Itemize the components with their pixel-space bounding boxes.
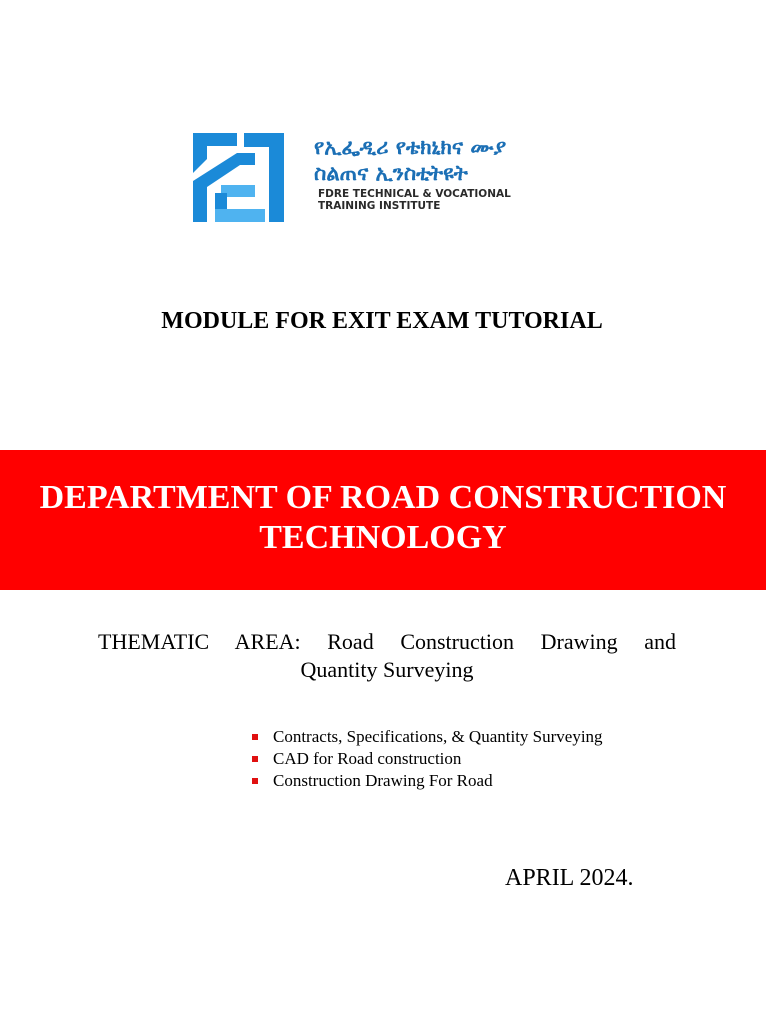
list-item	[252, 726, 603, 748]
thematic-area	[98, 628, 676, 684]
bullet-square-icon	[252, 734, 258, 740]
logo-english-line2: TRAINING INSTITUTE	[318, 200, 441, 212]
logo-english-text	[318, 188, 511, 212]
logo-english-line1: FDRE TECHNICAL & VOCATIONAL	[318, 188, 511, 200]
bullet-square-icon	[252, 778, 258, 784]
thematic-area-line1: THEMATIC AREA: Road Construction Drawing and	[98, 629, 676, 654]
logo-amharic-text	[314, 134, 506, 186]
list-item	[252, 770, 603, 792]
department-title	[0, 478, 766, 558]
topic-list	[252, 726, 603, 792]
ftvti-logo-icon	[193, 133, 284, 222]
bullet-square-icon	[252, 756, 258, 762]
publication-date: APRIL 2024.	[505, 865, 634, 891]
logo-amharic-line2: ስልጠና ኢንስቲትዩት	[314, 161, 468, 185]
topic-label: CAD for Road construction	[273, 749, 462, 768]
module-title: MODULE FOR EXIT EXAM TUTORIAL	[161, 308, 603, 334]
thematic-area-line2: Quantity Surveying	[300, 657, 474, 682]
department-title-line2: TECHNOLOGY	[259, 519, 507, 556]
topic-label: Contracts, Specifications, & Quantity Surveying	[273, 727, 603, 746]
institute-logo	[190, 130, 580, 224]
logo-amharic-line1: የኢፌዲሪ የቴክኒክና ሙያ	[314, 135, 507, 159]
department-banner	[0, 450, 766, 590]
topic-label: Construction Drawing For Road	[273, 771, 493, 790]
department-title-line1: DEPARTMENT OF ROAD CONSTRUCTION	[39, 479, 727, 516]
list-item	[252, 748, 603, 770]
